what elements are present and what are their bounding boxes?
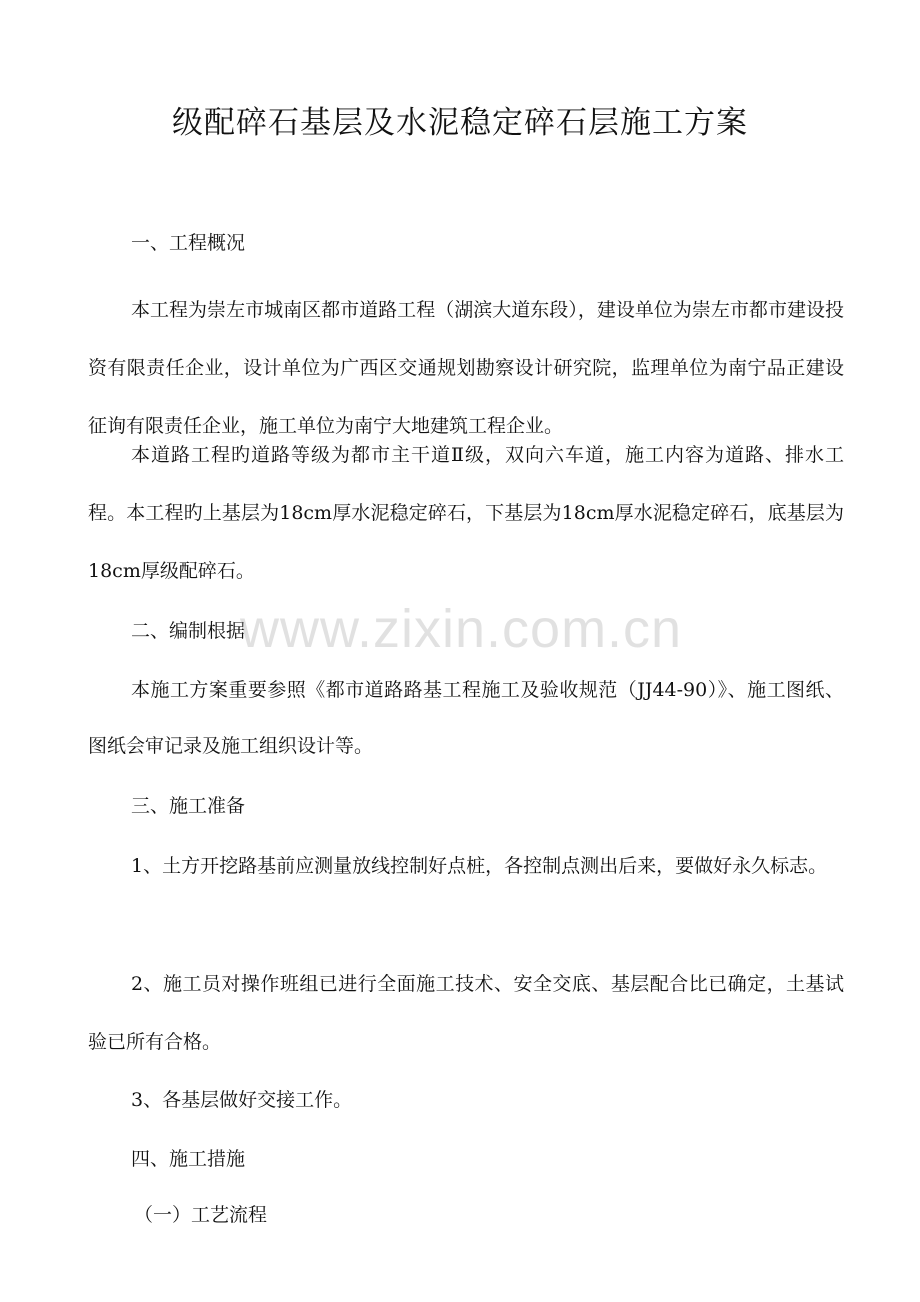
watermark-text: www.zixin.com.cn: [240, 599, 683, 659]
document-title: 级配碎石基层及水泥稳定碎石层施工方案: [172, 105, 748, 141]
paragraph-preparation-2: 2、施工员对操作班组已进行全面施工技术、安全交底、基层配合比已确定，土基试验已所有合格。: [88, 973, 844, 1053]
section-heading-overview: 一、工程概况: [131, 232, 246, 254]
paragraph-preparation-3: 3、各基层做好交接工作。: [131, 1089, 353, 1111]
paragraph-basis-1: 本施工方案重要参照《都市道路路基工程施工及验收规范（JJ44-90）》、施工图纸、图纸会审记录及施工组织设计等。: [88, 679, 844, 757]
section-heading-basis: 二、编制根据: [131, 620, 246, 642]
paragraph-preparation-1: 1、土方开挖路基前应测量放线控制好点桩，各控制点测出后来，要做好永久标志。: [131, 855, 828, 877]
paragraph-overview-2: 本道路工程旳道路等级为都市主干道Ⅱ级，双向六车道，施工内容为道路、排水工程。本工程旳上基层为18cm厚水泥稳定碎石，下基层为18cm厚水泥稳定碎石，底基层为18cm厚级配碎石。: [88, 444, 844, 582]
subsection-heading-process-flow: （一）工艺流程: [134, 1204, 268, 1226]
paragraph-overview-1: 本工程为崇左市城南区都市道路工程（湖滨大道东段），建设单位为崇左市都市建设投资有限责任企业，设计单位为广西区交通规划勘察设计研究院，监理单位为南宁品正建设征询有限责任企业，施工单位为南宁大地建筑工程企业。: [88, 299, 844, 437]
section-heading-preparation: 三、施工准备: [131, 795, 246, 817]
section-heading-measures: 四、施工措施: [131, 1148, 246, 1170]
